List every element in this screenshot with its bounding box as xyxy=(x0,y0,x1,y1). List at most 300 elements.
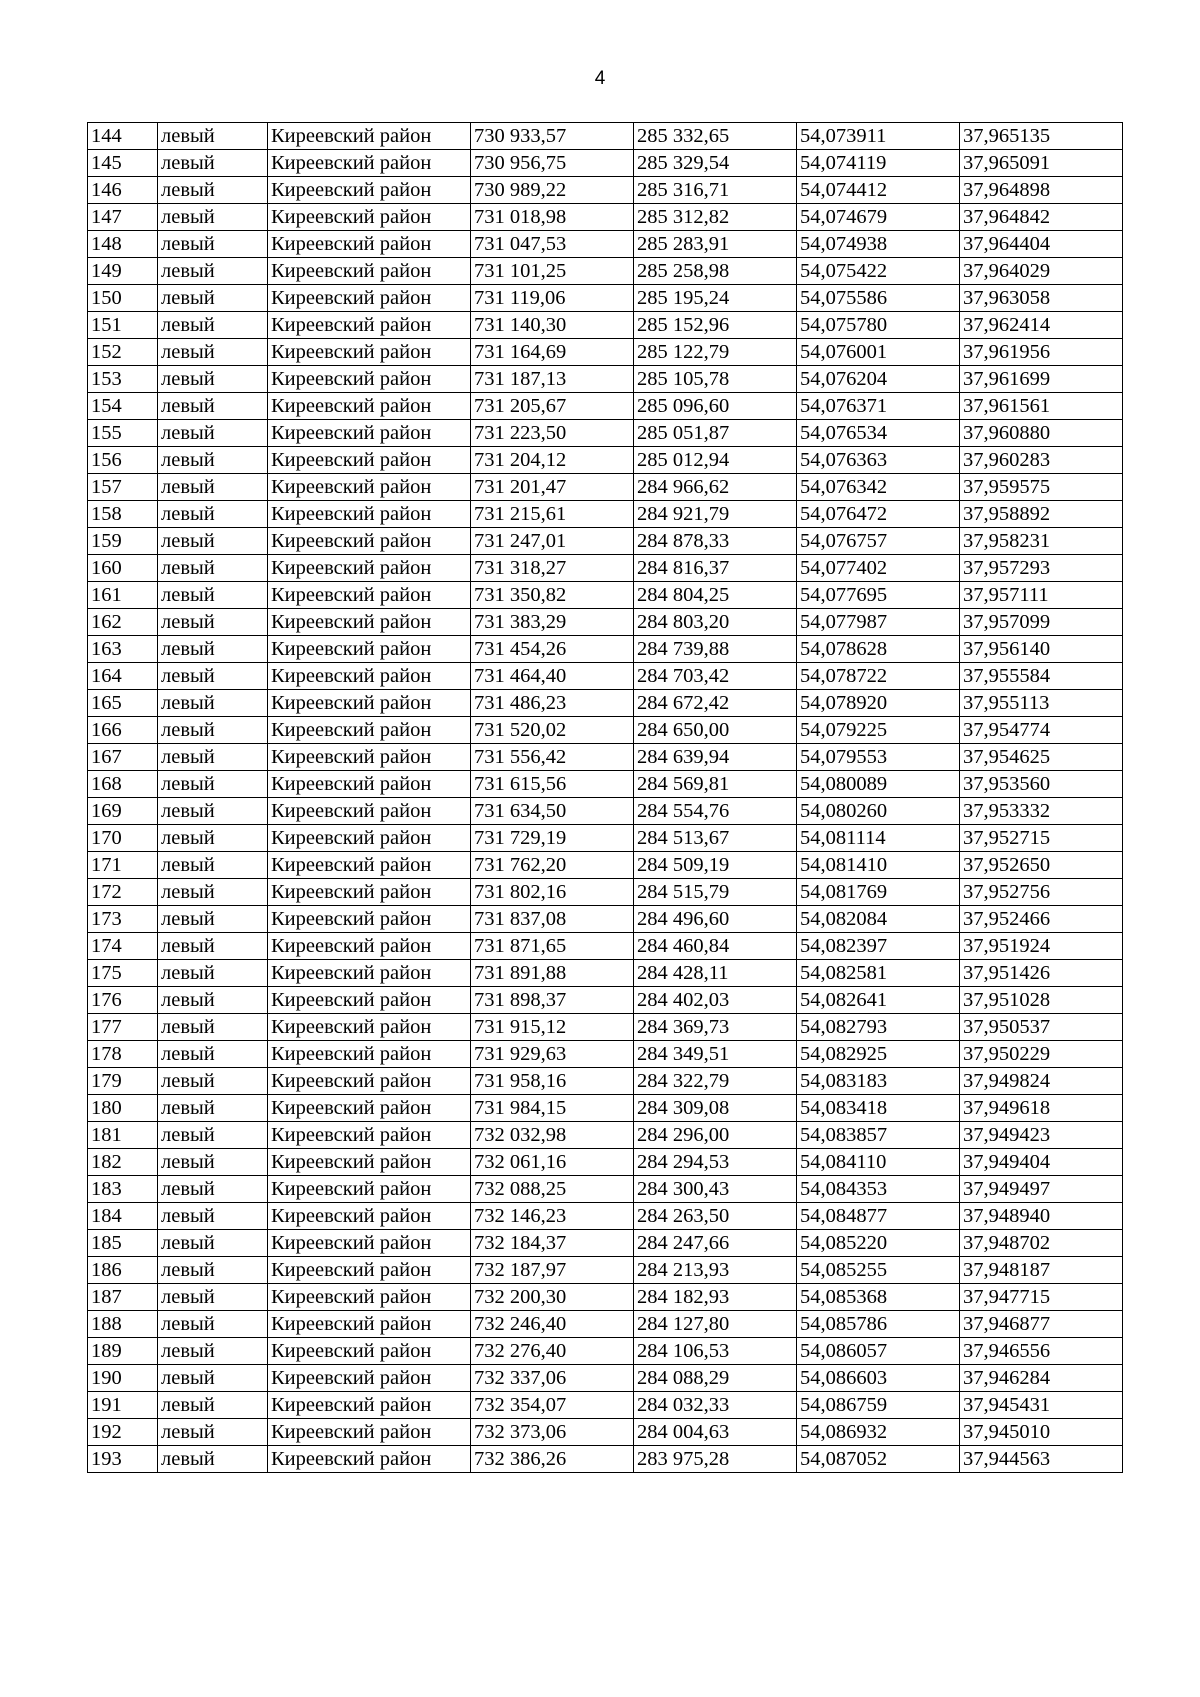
longitude-cell: 37,950229 xyxy=(960,1041,1123,1068)
x-coordinate-cell: 732 337,06 xyxy=(471,1365,634,1392)
longitude-cell: 37,953332 xyxy=(960,798,1123,825)
y-coordinate-cell: 285 152,96 xyxy=(634,312,797,339)
x-coordinate-cell: 731 898,37 xyxy=(471,987,634,1014)
x-coordinate-cell: 731 915,12 xyxy=(471,1014,634,1041)
latitude-cell: 54,086932 xyxy=(797,1419,960,1446)
bank-side-cell: левый xyxy=(158,339,268,366)
latitude-cell: 54,084353 xyxy=(797,1176,960,1203)
table-row xyxy=(88,150,1123,177)
table-row xyxy=(88,690,1123,717)
longitude-cell: 37,961699 xyxy=(960,366,1123,393)
point-number-cell: 147 xyxy=(88,204,158,231)
y-coordinate-cell: 284 515,79 xyxy=(634,879,797,906)
point-number-cell: 182 xyxy=(88,1149,158,1176)
longitude-cell: 37,960880 xyxy=(960,420,1123,447)
x-coordinate-cell: 731 140,30 xyxy=(471,312,634,339)
point-number-cell: 185 xyxy=(88,1230,158,1257)
district-cell: Киреевский район xyxy=(268,1068,471,1095)
table-row xyxy=(88,555,1123,582)
point-number-cell: 148 xyxy=(88,231,158,258)
latitude-cell: 54,075780 xyxy=(797,312,960,339)
district-cell: Киреевский район xyxy=(268,528,471,555)
y-coordinate-cell: 284 703,42 xyxy=(634,663,797,690)
latitude-cell: 54,083857 xyxy=(797,1122,960,1149)
district-cell: Киреевский район xyxy=(268,636,471,663)
latitude-cell: 54,080089 xyxy=(797,771,960,798)
table-row xyxy=(88,204,1123,231)
latitude-cell: 54,084110 xyxy=(797,1149,960,1176)
point-number-cell: 162 xyxy=(88,609,158,636)
bank-side-cell: левый xyxy=(158,609,268,636)
district-cell: Киреевский район xyxy=(268,852,471,879)
point-number-cell: 170 xyxy=(88,825,158,852)
district-cell: Киреевский район xyxy=(268,960,471,987)
table-row xyxy=(88,1284,1123,1311)
bank-side-cell: левый xyxy=(158,636,268,663)
longitude-cell: 37,946284 xyxy=(960,1365,1123,1392)
x-coordinate-cell: 731 318,27 xyxy=(471,555,634,582)
latitude-cell: 54,076363 xyxy=(797,447,960,474)
y-coordinate-cell: 284 213,93 xyxy=(634,1257,797,1284)
longitude-cell: 37,954774 xyxy=(960,717,1123,744)
district-cell: Киреевский район xyxy=(268,609,471,636)
latitude-cell: 54,081410 xyxy=(797,852,960,879)
y-coordinate-cell: 284 182,93 xyxy=(634,1284,797,1311)
bank-side-cell: левый xyxy=(158,1284,268,1311)
x-coordinate-cell: 732 032,98 xyxy=(471,1122,634,1149)
bank-side-cell: левый xyxy=(158,1014,268,1041)
table-row xyxy=(88,933,1123,960)
point-number-cell: 169 xyxy=(88,798,158,825)
longitude-cell: 37,949423 xyxy=(960,1122,1123,1149)
longitude-cell: 37,946556 xyxy=(960,1338,1123,1365)
district-cell: Киреевский район xyxy=(268,420,471,447)
longitude-cell: 37,949824 xyxy=(960,1068,1123,1095)
longitude-cell: 37,949404 xyxy=(960,1149,1123,1176)
x-coordinate-cell: 731 201,47 xyxy=(471,474,634,501)
district-cell: Киреевский район xyxy=(268,177,471,204)
latitude-cell: 54,086057 xyxy=(797,1338,960,1365)
longitude-cell: 37,964404 xyxy=(960,231,1123,258)
longitude-cell: 37,964842 xyxy=(960,204,1123,231)
district-cell: Киреевский район xyxy=(268,258,471,285)
bank-side-cell: левый xyxy=(158,312,268,339)
longitude-cell: 37,961956 xyxy=(960,339,1123,366)
longitude-cell: 37,948940 xyxy=(960,1203,1123,1230)
longitude-cell: 37,951426 xyxy=(960,960,1123,987)
point-number-cell: 145 xyxy=(88,150,158,177)
table-row xyxy=(88,231,1123,258)
x-coordinate-cell: 732 146,23 xyxy=(471,1203,634,1230)
longitude-cell: 37,965091 xyxy=(960,150,1123,177)
longitude-cell: 37,952650 xyxy=(960,852,1123,879)
point-number-cell: 153 xyxy=(88,366,158,393)
table-row xyxy=(88,1122,1123,1149)
bank-side-cell: левый xyxy=(158,744,268,771)
page-number: 4 xyxy=(594,68,606,89)
bank-side-cell: левый xyxy=(158,1203,268,1230)
bank-side-cell: левый xyxy=(158,1419,268,1446)
longitude-cell: 37,949497 xyxy=(960,1176,1123,1203)
district-cell: Киреевский район xyxy=(268,393,471,420)
bank-side-cell: левый xyxy=(158,798,268,825)
longitude-cell: 37,955113 xyxy=(960,690,1123,717)
y-coordinate-cell: 284 739,88 xyxy=(634,636,797,663)
latitude-cell: 54,083418 xyxy=(797,1095,960,1122)
district-cell: Киреевский район xyxy=(268,312,471,339)
point-number-cell: 163 xyxy=(88,636,158,663)
x-coordinate-cell: 731 247,01 xyxy=(471,528,634,555)
district-cell: Киреевский район xyxy=(268,987,471,1014)
bank-side-cell: левый xyxy=(158,690,268,717)
x-coordinate-cell: 732 200,30 xyxy=(471,1284,634,1311)
point-number-cell: 173 xyxy=(88,906,158,933)
bank-side-cell: левый xyxy=(158,717,268,744)
x-coordinate-cell: 731 958,16 xyxy=(471,1068,634,1095)
district-cell: Киреевский район xyxy=(268,744,471,771)
longitude-cell: 37,952756 xyxy=(960,879,1123,906)
y-coordinate-cell: 285 258,98 xyxy=(634,258,797,285)
bank-side-cell: левый xyxy=(158,1311,268,1338)
point-number-cell: 174 xyxy=(88,933,158,960)
y-coordinate-cell: 284 309,08 xyxy=(634,1095,797,1122)
table-row xyxy=(88,1257,1123,1284)
latitude-cell: 54,085786 xyxy=(797,1311,960,1338)
table-row xyxy=(88,798,1123,825)
point-number-cell: 150 xyxy=(88,285,158,312)
district-cell: Киреевский район xyxy=(268,1014,471,1041)
latitude-cell: 54,082397 xyxy=(797,933,960,960)
table-row xyxy=(88,258,1123,285)
table-row xyxy=(88,123,1123,150)
bank-side-cell: левый xyxy=(158,960,268,987)
district-cell: Киреевский район xyxy=(268,1446,471,1473)
bank-side-cell: левый xyxy=(158,1068,268,1095)
x-coordinate-cell: 731 520,02 xyxy=(471,717,634,744)
latitude-cell: 54,085220 xyxy=(797,1230,960,1257)
x-coordinate-cell: 731 119,06 xyxy=(471,285,634,312)
longitude-cell: 37,952715 xyxy=(960,825,1123,852)
point-number-cell: 190 xyxy=(88,1365,158,1392)
y-coordinate-cell: 284 460,84 xyxy=(634,933,797,960)
latitude-cell: 54,074412 xyxy=(797,177,960,204)
district-cell: Киреевский район xyxy=(268,1392,471,1419)
latitude-cell: 54,075586 xyxy=(797,285,960,312)
point-number-cell: 149 xyxy=(88,258,158,285)
y-coordinate-cell: 284 428,11 xyxy=(634,960,797,987)
bank-side-cell: левый xyxy=(158,1338,268,1365)
district-cell: Киреевский район xyxy=(268,231,471,258)
longitude-cell: 37,964029 xyxy=(960,258,1123,285)
longitude-cell: 37,958231 xyxy=(960,528,1123,555)
bank-side-cell: левый xyxy=(158,501,268,528)
y-coordinate-cell: 285 012,94 xyxy=(634,447,797,474)
y-coordinate-cell: 285 096,60 xyxy=(634,393,797,420)
district-cell: Киреевский район xyxy=(268,123,471,150)
table-row xyxy=(88,1041,1123,1068)
point-number-cell: 151 xyxy=(88,312,158,339)
table-row xyxy=(88,393,1123,420)
longitude-cell: 37,950537 xyxy=(960,1014,1123,1041)
point-number-cell: 168 xyxy=(88,771,158,798)
bank-side-cell: левый xyxy=(158,825,268,852)
point-number-cell: 178 xyxy=(88,1041,158,1068)
y-coordinate-cell: 284 804,25 xyxy=(634,582,797,609)
table-row xyxy=(88,420,1123,447)
y-coordinate-cell: 284 294,53 xyxy=(634,1149,797,1176)
y-coordinate-cell: 284 004,63 xyxy=(634,1419,797,1446)
y-coordinate-cell: 285 122,79 xyxy=(634,339,797,366)
table-row xyxy=(88,1392,1123,1419)
longitude-cell: 37,960283 xyxy=(960,447,1123,474)
latitude-cell: 54,076534 xyxy=(797,420,960,447)
y-coordinate-cell: 284 496,60 xyxy=(634,906,797,933)
latitude-cell: 54,078628 xyxy=(797,636,960,663)
latitude-cell: 54,076371 xyxy=(797,393,960,420)
district-cell: Киреевский район xyxy=(268,555,471,582)
x-coordinate-cell: 731 929,63 xyxy=(471,1041,634,1068)
bank-side-cell: левый xyxy=(158,852,268,879)
point-number-cell: 154 xyxy=(88,393,158,420)
x-coordinate-cell: 732 354,07 xyxy=(471,1392,634,1419)
longitude-cell: 37,963058 xyxy=(960,285,1123,312)
table-row xyxy=(88,177,1123,204)
x-coordinate-cell: 731 204,12 xyxy=(471,447,634,474)
longitude-cell: 37,954625 xyxy=(960,744,1123,771)
latitude-cell: 54,079225 xyxy=(797,717,960,744)
table-row xyxy=(88,744,1123,771)
x-coordinate-cell: 732 276,40 xyxy=(471,1338,634,1365)
table-row xyxy=(88,582,1123,609)
point-number-cell: 155 xyxy=(88,420,158,447)
y-coordinate-cell: 284 296,00 xyxy=(634,1122,797,1149)
district-cell: Киреевский район xyxy=(268,366,471,393)
district-cell: Киреевский район xyxy=(268,798,471,825)
bank-side-cell: левый xyxy=(158,231,268,258)
table-row xyxy=(88,1365,1123,1392)
table-row xyxy=(88,312,1123,339)
latitude-cell: 54,080260 xyxy=(797,798,960,825)
district-cell: Киреевский район xyxy=(268,1338,471,1365)
table-row xyxy=(88,636,1123,663)
table-row xyxy=(88,1311,1123,1338)
x-coordinate-cell: 731 018,98 xyxy=(471,204,634,231)
x-coordinate-cell: 731 634,50 xyxy=(471,798,634,825)
x-coordinate-cell: 731 802,16 xyxy=(471,879,634,906)
longitude-cell: 37,947715 xyxy=(960,1284,1123,1311)
y-coordinate-cell: 284 513,67 xyxy=(634,825,797,852)
x-coordinate-cell: 731 350,82 xyxy=(471,582,634,609)
latitude-cell: 54,076472 xyxy=(797,501,960,528)
point-number-cell: 165 xyxy=(88,690,158,717)
y-coordinate-cell: 285 329,54 xyxy=(634,150,797,177)
y-coordinate-cell: 284 921,79 xyxy=(634,501,797,528)
district-cell: Киреевский район xyxy=(268,933,471,960)
table-row xyxy=(88,663,1123,690)
table-row xyxy=(88,1149,1123,1176)
latitude-cell: 54,083183 xyxy=(797,1068,960,1095)
y-coordinate-cell: 284 127,80 xyxy=(634,1311,797,1338)
y-coordinate-cell: 284 369,73 xyxy=(634,1014,797,1041)
longitude-cell: 37,948187 xyxy=(960,1257,1123,1284)
district-cell: Киреевский район xyxy=(268,1122,471,1149)
table-row xyxy=(88,501,1123,528)
y-coordinate-cell: 284 032,33 xyxy=(634,1392,797,1419)
district-cell: Киреевский район xyxy=(268,339,471,366)
table-row xyxy=(88,447,1123,474)
table-row xyxy=(88,474,1123,501)
longitude-cell: 37,953560 xyxy=(960,771,1123,798)
bank-side-cell: левый xyxy=(158,1257,268,1284)
y-coordinate-cell: 284 672,42 xyxy=(634,690,797,717)
point-number-cell: 177 xyxy=(88,1014,158,1041)
longitude-cell: 37,957111 xyxy=(960,582,1123,609)
latitude-cell: 54,082084 xyxy=(797,906,960,933)
district-cell: Киреевский район xyxy=(268,1149,471,1176)
table-row xyxy=(88,1230,1123,1257)
y-coordinate-cell: 285 051,87 xyxy=(634,420,797,447)
y-coordinate-cell: 284 639,94 xyxy=(634,744,797,771)
latitude-cell: 54,076204 xyxy=(797,366,960,393)
table-row xyxy=(88,987,1123,1014)
y-coordinate-cell: 284 322,79 xyxy=(634,1068,797,1095)
point-number-cell: 192 xyxy=(88,1419,158,1446)
longitude-cell: 37,959575 xyxy=(960,474,1123,501)
point-number-cell: 161 xyxy=(88,582,158,609)
longitude-cell: 37,961561 xyxy=(960,393,1123,420)
latitude-cell: 54,074679 xyxy=(797,204,960,231)
point-number-cell: 159 xyxy=(88,528,158,555)
table-row xyxy=(88,339,1123,366)
district-cell: Киреевский район xyxy=(268,285,471,312)
y-coordinate-cell: 284 509,19 xyxy=(634,852,797,879)
district-cell: Киреевский район xyxy=(268,582,471,609)
point-number-cell: 146 xyxy=(88,177,158,204)
x-coordinate-cell: 732 386,26 xyxy=(471,1446,634,1473)
point-number-cell: 188 xyxy=(88,1311,158,1338)
bank-side-cell: левый xyxy=(158,150,268,177)
district-cell: Киреевский район xyxy=(268,1365,471,1392)
district-cell: Киреевский район xyxy=(268,663,471,690)
bank-side-cell: левый xyxy=(158,1446,268,1473)
district-cell: Киреевский район xyxy=(268,474,471,501)
district-cell: Киреевский район xyxy=(268,1284,471,1311)
x-coordinate-cell: 731 729,19 xyxy=(471,825,634,852)
y-coordinate-cell: 284 878,33 xyxy=(634,528,797,555)
district-cell: Киреевский район xyxy=(268,447,471,474)
bank-side-cell: левый xyxy=(158,987,268,1014)
point-number-cell: 175 xyxy=(88,960,158,987)
coordinates-table xyxy=(87,122,1123,1473)
x-coordinate-cell: 732 184,37 xyxy=(471,1230,634,1257)
point-number-cell: 166 xyxy=(88,717,158,744)
latitude-cell: 54,075422 xyxy=(797,258,960,285)
bank-side-cell: левый xyxy=(158,123,268,150)
y-coordinate-cell: 284 554,76 xyxy=(634,798,797,825)
bank-side-cell: левый xyxy=(158,1176,268,1203)
x-coordinate-cell: 730 989,22 xyxy=(471,177,634,204)
longitude-cell: 37,958892 xyxy=(960,501,1123,528)
bank-side-cell: левый xyxy=(158,1149,268,1176)
district-cell: Киреевский район xyxy=(268,150,471,177)
y-coordinate-cell: 284 106,53 xyxy=(634,1338,797,1365)
y-coordinate-cell: 284 247,66 xyxy=(634,1230,797,1257)
x-coordinate-cell: 731 215,61 xyxy=(471,501,634,528)
district-cell: Киреевский район xyxy=(268,1176,471,1203)
longitude-cell: 37,957099 xyxy=(960,609,1123,636)
point-number-cell: 158 xyxy=(88,501,158,528)
latitude-cell: 54,085255 xyxy=(797,1257,960,1284)
x-coordinate-cell: 731 047,53 xyxy=(471,231,634,258)
bank-side-cell: левый xyxy=(158,528,268,555)
district-cell: Киреевский район xyxy=(268,906,471,933)
latitude-cell: 54,084877 xyxy=(797,1203,960,1230)
x-coordinate-cell: 732 246,40 xyxy=(471,1311,634,1338)
district-cell: Киреевский район xyxy=(268,1257,471,1284)
point-number-cell: 181 xyxy=(88,1122,158,1149)
district-cell: Киреевский район xyxy=(268,825,471,852)
table-row xyxy=(88,1419,1123,1446)
point-number-cell: 156 xyxy=(88,447,158,474)
point-number-cell: 160 xyxy=(88,555,158,582)
latitude-cell: 54,082641 xyxy=(797,987,960,1014)
point-number-cell: 183 xyxy=(88,1176,158,1203)
y-coordinate-cell: 285 312,82 xyxy=(634,204,797,231)
latitude-cell: 54,077987 xyxy=(797,609,960,636)
latitude-cell: 54,081114 xyxy=(797,825,960,852)
latitude-cell: 54,087052 xyxy=(797,1446,960,1473)
point-number-cell: 193 xyxy=(88,1446,158,1473)
y-coordinate-cell: 284 650,00 xyxy=(634,717,797,744)
y-coordinate-cell: 284 263,50 xyxy=(634,1203,797,1230)
point-number-cell: 179 xyxy=(88,1068,158,1095)
table-row xyxy=(88,1446,1123,1473)
table-row xyxy=(88,1338,1123,1365)
table-row xyxy=(88,960,1123,987)
latitude-cell: 54,086759 xyxy=(797,1392,960,1419)
x-coordinate-cell: 731 556,42 xyxy=(471,744,634,771)
y-coordinate-cell: 284 088,29 xyxy=(634,1365,797,1392)
bank-side-cell: левый xyxy=(158,555,268,582)
point-number-cell: 167 xyxy=(88,744,158,771)
x-coordinate-cell: 731 223,50 xyxy=(471,420,634,447)
x-coordinate-cell: 731 984,15 xyxy=(471,1095,634,1122)
latitude-cell: 54,086603 xyxy=(797,1365,960,1392)
x-coordinate-cell: 731 615,56 xyxy=(471,771,634,798)
longitude-cell: 37,955584 xyxy=(960,663,1123,690)
latitude-cell: 54,082793 xyxy=(797,1014,960,1041)
district-cell: Киреевский район xyxy=(268,771,471,798)
table-row xyxy=(88,852,1123,879)
longitude-cell: 37,965135 xyxy=(960,123,1123,150)
latitude-cell: 54,077402 xyxy=(797,555,960,582)
bank-side-cell: левый xyxy=(158,1392,268,1419)
bank-side-cell: левый xyxy=(158,393,268,420)
bank-side-cell: левый xyxy=(158,258,268,285)
table-row xyxy=(88,879,1123,906)
longitude-cell: 37,945010 xyxy=(960,1419,1123,1446)
bank-side-cell: левый xyxy=(158,204,268,231)
latitude-cell: 54,082925 xyxy=(797,1041,960,1068)
table-row xyxy=(88,1068,1123,1095)
district-cell: Киреевский район xyxy=(268,1095,471,1122)
latitude-cell: 54,074938 xyxy=(797,231,960,258)
point-number-cell: 152 xyxy=(88,339,158,366)
table-row xyxy=(88,1176,1123,1203)
longitude-cell: 37,956140 xyxy=(960,636,1123,663)
point-number-cell: 189 xyxy=(88,1338,158,1365)
x-coordinate-cell: 732 061,16 xyxy=(471,1149,634,1176)
